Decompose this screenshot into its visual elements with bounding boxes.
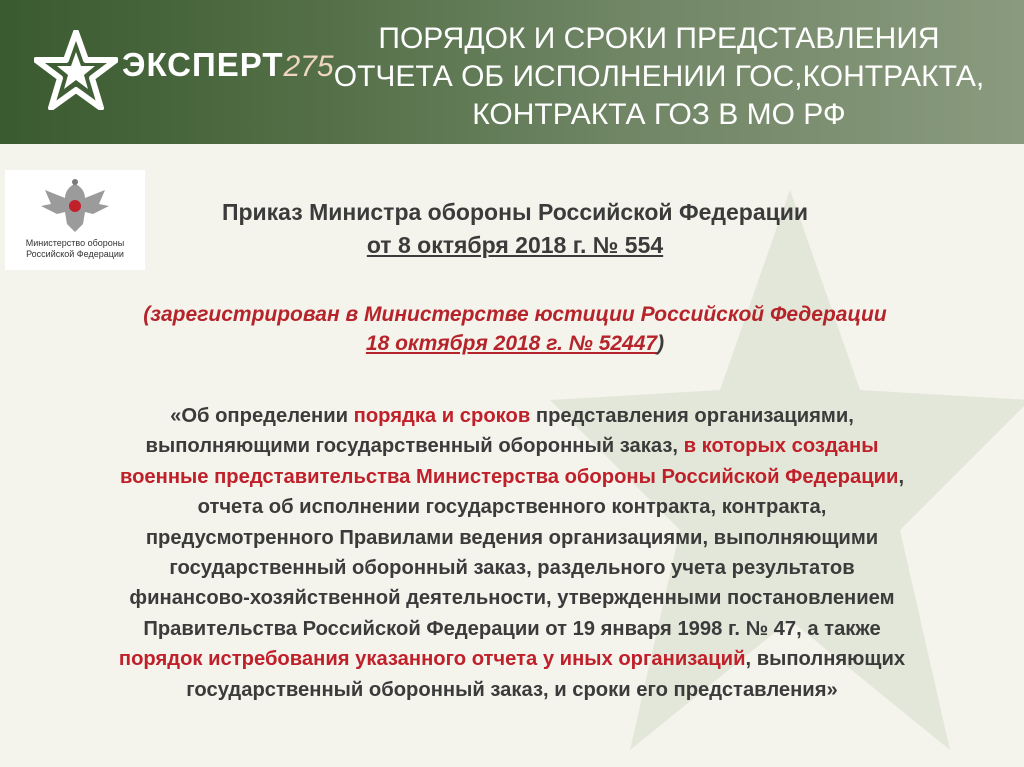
slide-title-line: ПОРЯДОК И СРОКИ ПРЕДСТАВЛЕНИЯ — [378, 22, 940, 55]
body-line: отчета об исполнении государственного контракта, контракта, — [197, 496, 827, 519]
registration-note — [40, 300, 990, 358]
order-number: от 8 октября 2018 г. № 554 — [366, 232, 664, 258]
body-line: выполняющими государственный оборонный заказ, в которых созданы — [145, 435, 879, 458]
emblem-caption: Министерство обороны Российской Федерации — [25, 238, 125, 259]
slide-title — [300, 20, 1018, 134]
highlight: военные представительства Министерства обороны Российской Федерации — [119, 465, 899, 488]
highlight: порядка и сроков — [353, 405, 531, 427]
body-line: государственный оборонный заказ, и сроки его представления» — [186, 678, 838, 701]
order-title: Приказ Министра обороны Российской Федерации — [221, 199, 809, 225]
registration-line: (зарегистрирован в Министерстве юстиции Российской Федерации — [143, 303, 887, 326]
registration-close-paren: ) — [657, 332, 665, 355]
logo-wordmark: ЭКСПЕРТ — [122, 46, 284, 83]
slide-title-line: ОТЧЕТА ОБ ИСПОЛНЕНИИ ГОС,КОНТРАКТА, — [333, 60, 985, 93]
body-line: предусмотренного Правилами ведения организациями, выполняющими — [145, 526, 879, 549]
body-line: «Об определении порядка и сроков представления организациями, — [170, 405, 854, 427]
body-line: порядок истребования указанного отчета у иных организаций, выполняющих — [118, 648, 906, 671]
body-line: Правительства Российской Федерации от 19 января 1998 г. № 47, а также — [143, 617, 881, 640]
body-line: финансово-хозяйственной деятельности, утвержденными постановлением — [129, 587, 895, 610]
expert-logo — [34, 30, 334, 110]
slide-title-line: КОНТРАКТА ГОЗ В МО РФ — [472, 98, 846, 131]
title-banner — [0, 0, 1024, 144]
highlight: порядок истребования указанного отчета у иных организаций — [118, 648, 746, 671]
body-line: военные представительства Министерства обороны Российской Федерации, — [119, 465, 905, 488]
order-heading — [100, 196, 930, 262]
star-logo-icon — [34, 30, 118, 110]
order-description — [6, 401, 1018, 705]
highlight: в которых созданы — [683, 435, 879, 458]
body-line: государственный оборонный заказ, раздельного учета результатов — [169, 557, 855, 580]
logo-number: 275 — [283, 50, 334, 83]
registration-number: 18 октября 2018 г. № 52447 — [365, 332, 658, 355]
